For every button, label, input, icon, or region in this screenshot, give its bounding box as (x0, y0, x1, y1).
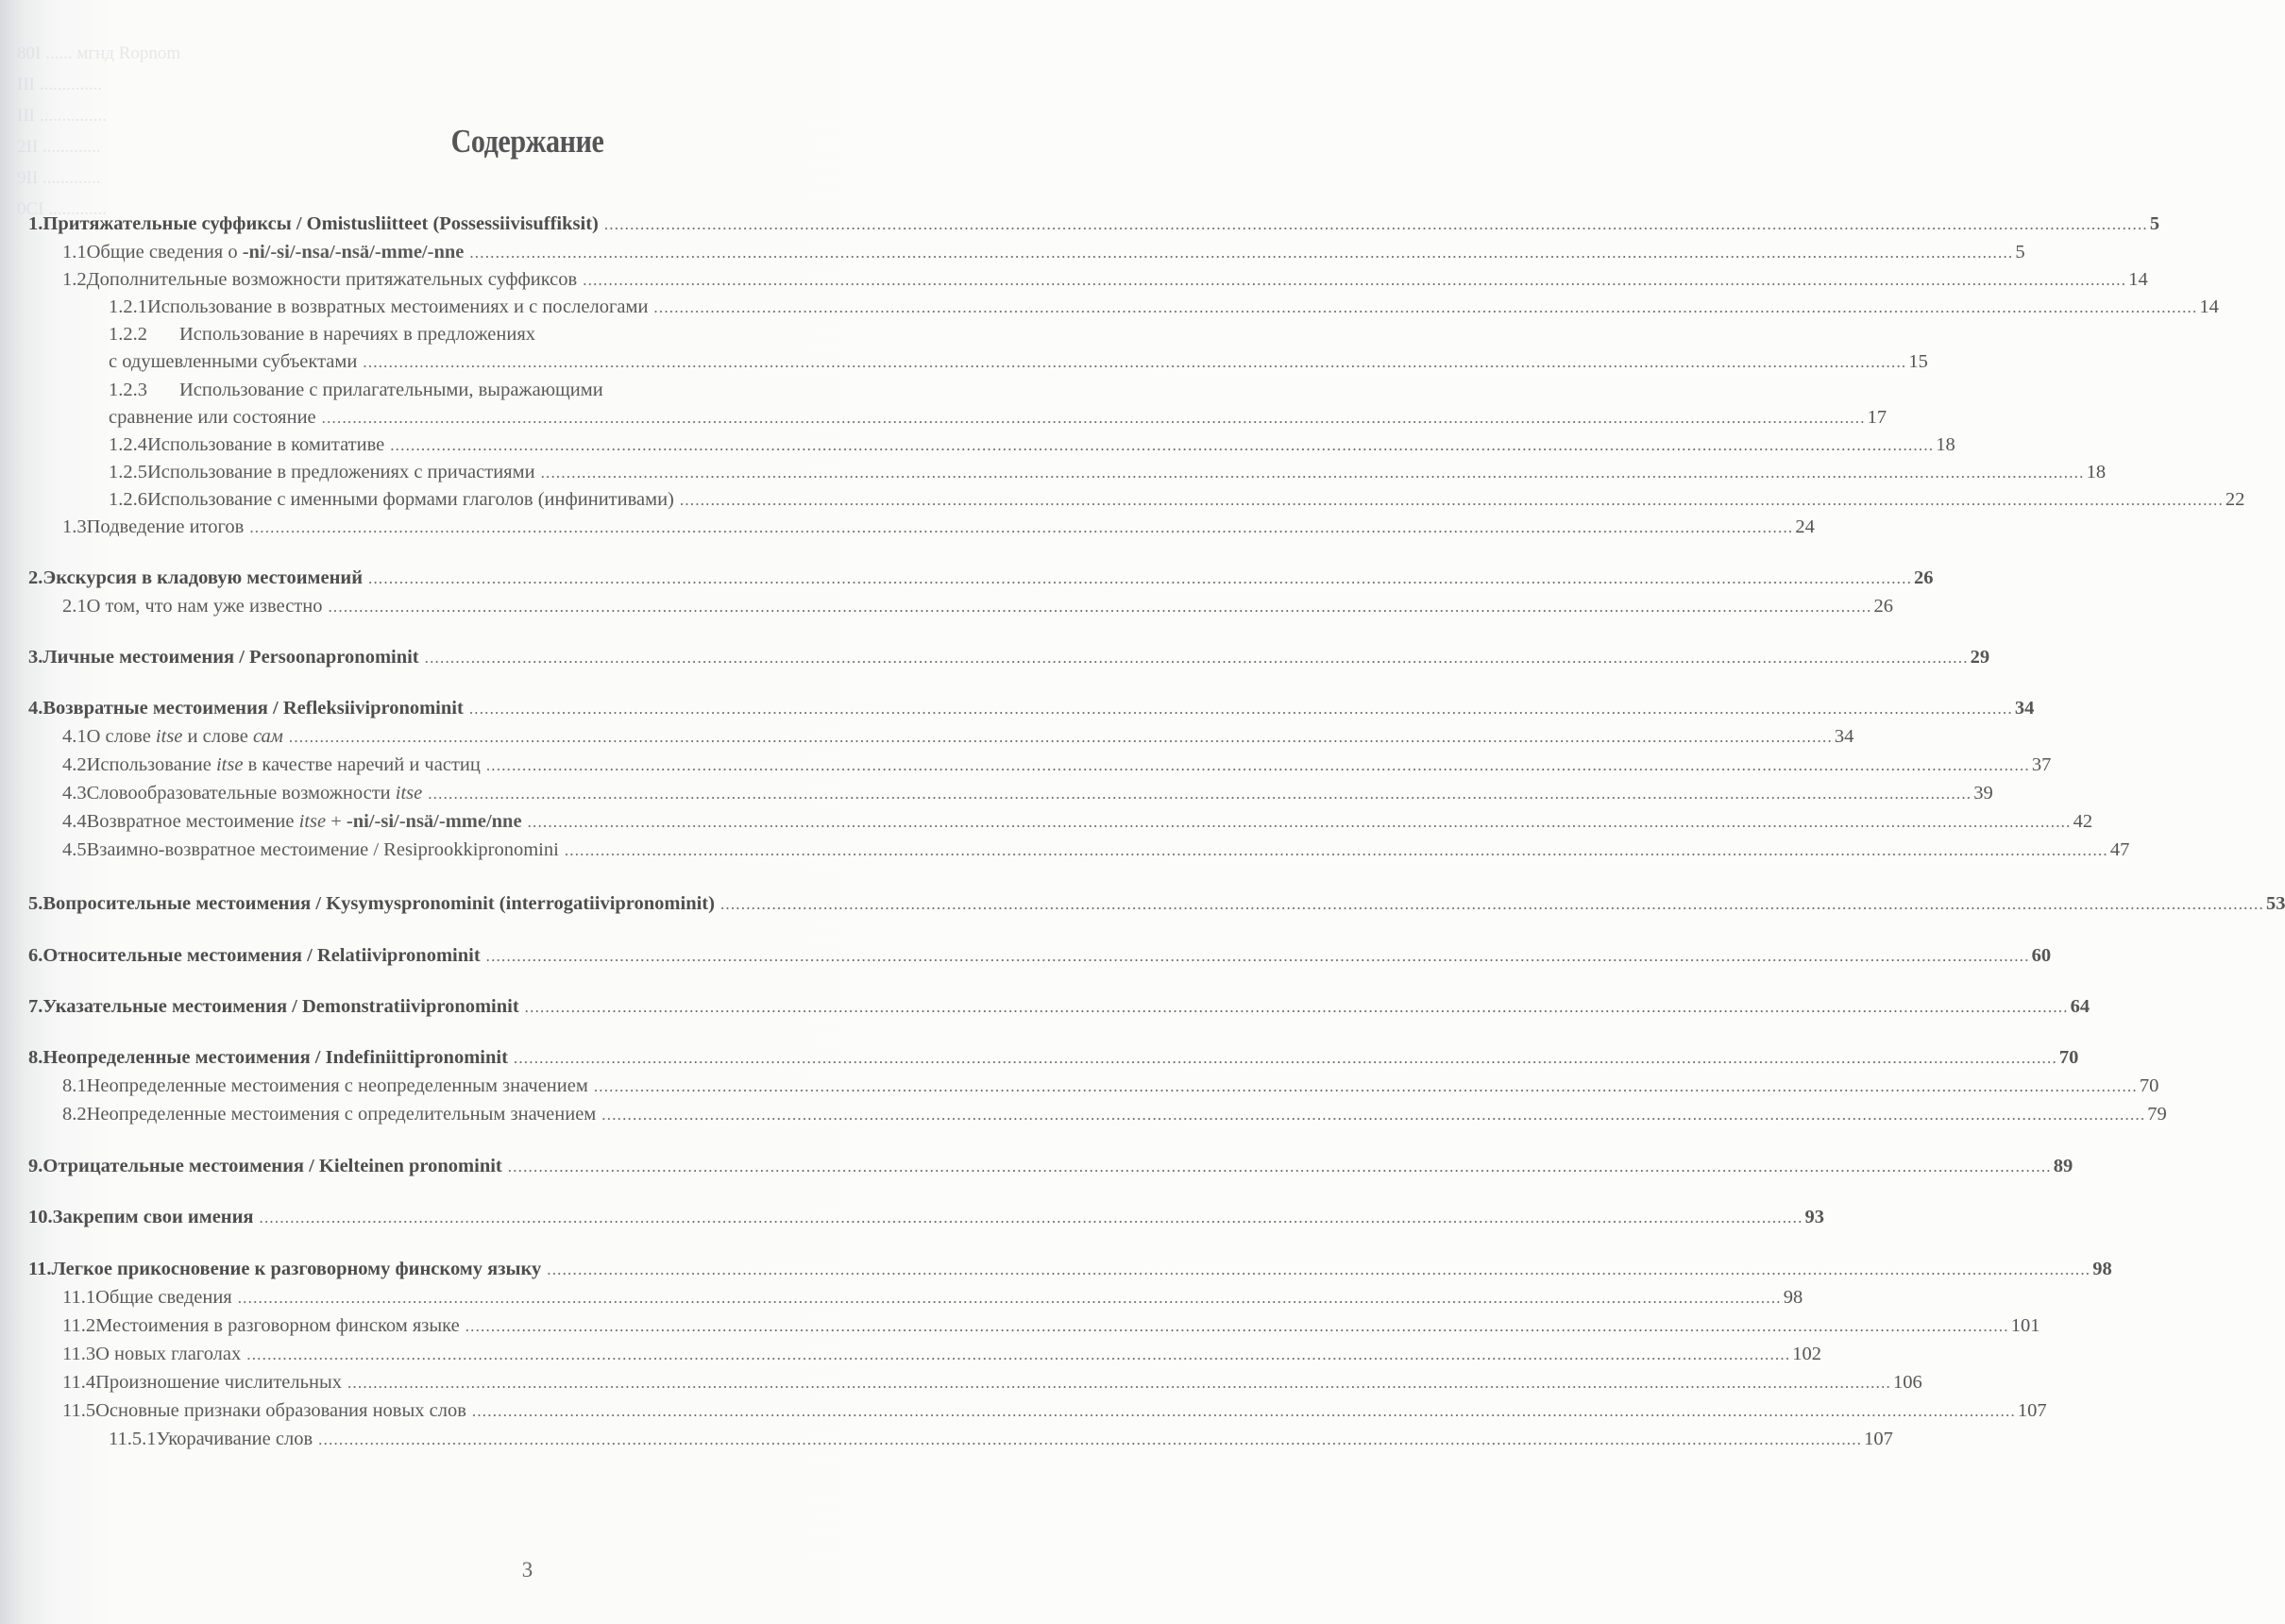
dot-leader: ............................................................................................................................................................................................................................................................................................................ (368, 569, 1913, 587)
toc-entry[interactable] (28, 992, 2090, 1022)
toc-entry-page: 102 (1792, 1344, 1822, 1364)
toc-entry-number: 1.2.1 (109, 296, 147, 317)
title-text: Притяжательные суффиксы / Omistusliitteet (Possessiivisuffiksit) (42, 213, 599, 234)
title-text: Неопределенные местоимения / Indefiniittipronominit (42, 1047, 508, 1068)
title-text: Использование в комитативе (147, 434, 385, 455)
italic-term: сам (252, 726, 283, 747)
toc-entry-number: 11.5 (62, 1400, 96, 1421)
toc-entry[interactable] (62, 1340, 1822, 1369)
toc-entry-number: 11.2 (62, 1315, 96, 1336)
toc-entry[interactable] (109, 431, 1955, 460)
toc-entry-number: 10. (28, 1207, 53, 1227)
toc-entry[interactable] (62, 1396, 2047, 1426)
dot-leader: ............................................................................................................................................................................................................................................................................................................ (424, 649, 1969, 667)
toc-entry-page: 98 (1783, 1287, 1803, 1308)
toc-entry-number: 8.1 (62, 1075, 87, 1096)
toc-entry-title (87, 779, 423, 807)
toc-entry-number: 4. (28, 698, 43, 719)
title-text: Подведение итогов (86, 516, 245, 537)
toc-entry[interactable] (62, 1311, 2040, 1341)
toc-entry[interactable] (62, 836, 2130, 865)
dot-leader: ............................................................................................................................................................................................................................................................................................................ (540, 464, 2085, 482)
toc-entry-title (87, 836, 559, 864)
toc-entry-page: 107 (2017, 1400, 2047, 1421)
toc-entry-number: 5. (28, 893, 43, 914)
title-text: сравнение или состояние (109, 407, 316, 428)
toc-entry-title (95, 1396, 466, 1425)
bleed-through-line: 80I ...... мгнд Ropnom (17, 43, 181, 63)
toc-entry-title (53, 1203, 254, 1231)
dot-leader: ............................................................................................................................................................................................................................................................................................................ (465, 1317, 2009, 1335)
toc-entry[interactable] (109, 320, 939, 348)
title-text: Легкое прикосновение к разговорному финскому языку (51, 1259, 542, 1279)
toc-entry-number: 3. (28, 647, 43, 668)
title-text: Укорачивание слов (156, 1429, 313, 1449)
title-text: Общие сведения (95, 1287, 232, 1308)
toc-entry-page: 101 (2010, 1315, 2040, 1336)
toc-entry-number: 4.3 (62, 783, 87, 804)
italic-term: itse (395, 783, 423, 804)
toc-entry-page: 18 (2086, 462, 2107, 482)
toc-entry-page: 53 (2265, 893, 2285, 914)
toc-entry-number: 1.2.6 (109, 489, 147, 510)
toc-entry-page: 5 (2149, 213, 2160, 234)
title-text: Вопросительные местоимения / Kysymyspronominit (interrogatiivipronominit) (42, 893, 715, 914)
title-text: Отрицательные местоимения / Kielteinen pronominit (42, 1156, 502, 1176)
toc-entry[interactable] (109, 403, 1887, 432)
dot-leader: ............................................................................................................................................................................................................................................................................................................ (390, 436, 1935, 454)
dot-leader: ............................................................................................................................................................................................................................................................................................................ (679, 491, 2224, 509)
toc-entry-number: 1.2.4 (109, 434, 147, 455)
title-text: О слове (86, 726, 156, 747)
title-text: Личные местоимения / Persoonapronominit (42, 647, 419, 668)
toc-entry-page: 106 (1892, 1372, 1922, 1393)
toc-entry-title (95, 1368, 342, 1396)
toc-entry[interactable] (28, 1203, 1825, 1232)
page-title: Содержание (450, 123, 604, 160)
title-text: с одушевленными субъектами (109, 351, 358, 372)
toc-entry-title (87, 238, 465, 266)
toc-entry[interactable] (109, 458, 2107, 487)
toc-entry-page: 107 (1864, 1429, 1893, 1449)
dot-leader: ............................................................................................................................................................................................................................................................................................................ (237, 1289, 1782, 1307)
toc-entry-page: 47 (2109, 839, 2130, 860)
toc-entry-page: 34 (2014, 698, 2035, 719)
title-text: Использование в возвратных местоимениях и с послелогами (147, 296, 649, 317)
toc-entry-page: 29 (1970, 647, 1990, 668)
bleed-through-line: 9II ............. (17, 168, 101, 188)
toc-entry-title (87, 722, 283, 751)
toc-entry[interactable] (28, 889, 2285, 919)
toc-entry-page: 70 (2058, 1047, 2079, 1068)
bleed-through-line: III ............... (17, 106, 107, 126)
toc-entry-page: 14 (2199, 296, 2219, 317)
dot-leader: ............................................................................................................................................................................................................................................................................................................ (527, 813, 2072, 831)
title-text: Основные признаки образования новых слов (95, 1400, 466, 1421)
title-text: Дополнительные возможности притяжательных суффиксов (86, 269, 578, 290)
title-text: Использование в наречиях в предложениях (179, 324, 535, 345)
toc-entry[interactable] (109, 293, 2219, 322)
toc-entry-page: 15 (1908, 351, 1928, 372)
dot-leader: ............................................................................................................................................................................................................................................................................................................ (653, 298, 2198, 316)
toc-entry[interactable] (62, 751, 2052, 780)
toc-entry-number: 1.2.2 (109, 324, 147, 345)
title-text: Указательные местоимения / Demonstratiivipronominit (42, 996, 519, 1017)
toc-entry[interactable] (28, 1152, 2073, 1181)
toc-entry-number: 7. (28, 996, 43, 1017)
toc-entry-title (87, 592, 323, 620)
dot-leader: ............................................................................................................................................................................................................................................................................................................ (321, 409, 1866, 427)
toc-entry-title (42, 643, 418, 671)
title-text: + (326, 811, 347, 832)
toc-entry-number: 4.2 (62, 754, 87, 775)
toc-entry[interactable] (28, 694, 2035, 723)
toc-entry-number: 2.1 (62, 596, 87, 617)
toc-entry-number: 1.2.5 (109, 462, 147, 482)
toc-entry-page: 14 (2128, 269, 2148, 290)
toc-entry-page: 26 (1914, 567, 1934, 588)
dot-leader: ............................................................................................................................................................................................................................................................................................................ (288, 728, 1833, 746)
bleed-through-line: III .............. (17, 75, 103, 94)
toc-entry-number: 9. (28, 1156, 43, 1176)
title-text: Относительные местоимения / Relatiivipronominit (42, 945, 481, 966)
toc-entry[interactable] (62, 592, 1893, 621)
dot-leader: ............................................................................................................................................................................................................................................................................................................ (428, 785, 1972, 803)
toc-entry-title (87, 265, 578, 294)
title-text: Использование (86, 754, 216, 775)
toc-entry-number: 4.1 (62, 726, 87, 747)
toc-entry-number: 11.4 (62, 1372, 96, 1393)
toc-entry-title (42, 941, 480, 970)
toc-entry-page: 34 (1834, 726, 1854, 747)
toc-entry-title (87, 1072, 588, 1100)
toc-entry-title (147, 431, 384, 459)
toc-entry-number: 11.1 (62, 1287, 96, 1308)
toc-entry[interactable] (28, 210, 2160, 239)
toc-entry-title (147, 293, 648, 321)
toc-entry[interactable] (62, 1072, 2159, 1101)
toc-entry[interactable] (62, 1283, 1803, 1312)
toc-entry-page: 98 (2092, 1259, 2112, 1279)
toc-entry[interactable] (28, 941, 2052, 971)
toc-entry-page: 22 (2225, 489, 2245, 510)
toc-entry-number: 8. (28, 1047, 43, 1068)
dot-leader: ............................................................................................................................................................................................................................................................................................................ (564, 841, 2108, 859)
toc-entry-title (179, 320, 535, 348)
toc-entry-page: 64 (2070, 996, 2090, 1017)
title-text: Возвратное местоимение (86, 811, 299, 832)
dot-leader: ............................................................................................................................................................................................................................................................................................................ (469, 244, 2014, 262)
dot-leader: ............................................................................................................................................................................................................................................................................................................ (246, 1345, 1791, 1363)
toc-entry-title (42, 210, 598, 238)
toc-entry[interactable] (109, 485, 2245, 515)
toc-entry[interactable] (28, 564, 1934, 593)
toc-entry[interactable] (109, 347, 1928, 377)
italic-term: itse (215, 754, 244, 775)
title-text: в качестве наречий и частиц (243, 754, 481, 775)
dot-leader: ............................................................................................................................................................................................................................................................................................................ (513, 1049, 2057, 1067)
dot-leader: ............................................................................................................................................................................................................................................................................................................ (249, 518, 1794, 536)
toc-entry-title (147, 458, 535, 486)
title-text: и слове (182, 726, 253, 747)
dot-leader: ............................................................................................................................................................................................................................................................................................................ (547, 1260, 2091, 1278)
toc-entry-number: 1.3 (62, 516, 87, 537)
toc-entry-title (42, 992, 518, 1021)
toc-entry[interactable] (62, 1100, 2167, 1129)
toc-entry[interactable] (62, 779, 1993, 808)
dot-leader: ............................................................................................................................................................................................................................................................................................................ (318, 1430, 1863, 1448)
bleed-through-line: 2II ............. (17, 137, 101, 157)
title-text: Неопределенные местоимения с определительным значением (86, 1104, 597, 1125)
toc-entry[interactable] (28, 1043, 2079, 1073)
title-text: Словообразовательные возможности (86, 783, 396, 804)
title-text: Возвратные местоимения / Refleksiivipronominit (42, 698, 464, 719)
title-text: Экскурсия в кладовую местоимений (42, 567, 364, 588)
toc-entry-page: 5 (2015, 242, 2025, 262)
dot-leader: ............................................................................................................................................................................................................................................................................................................ (259, 1209, 1803, 1226)
dot-leader: ............................................................................................................................................................................................................................................................................................................ (328, 598, 1872, 616)
title-text: О том, что нам уже известно (86, 596, 323, 617)
dot-leader: ............................................................................................................................................................................................................................................................................................................ (603, 215, 2148, 233)
toc-entry-title (109, 403, 316, 431)
toc-entry-page: 93 (1804, 1207, 1825, 1227)
italic-term: itse (155, 726, 183, 747)
title-text: Взаимно-возвратное местоимение / Resiprookkipronomini (86, 839, 559, 860)
dot-leader: ............................................................................................................................................................................................................................................................................................................ (593, 1077, 2138, 1095)
title-text: Неопределенные местоимения с неопределенным значением (86, 1075, 588, 1096)
dot-leader: ............................................................................................................................................................................................................................................................................................................ (485, 756, 2030, 774)
title-text: Использование с именными формами глаголов (инфинитивами) (147, 489, 674, 510)
toc-entry-title (87, 513, 245, 541)
toc-entry-title (42, 889, 715, 918)
toc-entry[interactable] (62, 722, 1854, 752)
toc-entry-page: 17 (1867, 407, 1887, 428)
toc-entry[interactable] (62, 807, 2093, 837)
toc-entry-page: 26 (1873, 596, 1893, 617)
page-number: 3 (521, 1558, 533, 1582)
bleed-through-line: 0CI ............. (17, 199, 107, 219)
toc-entry-page: 37 (2031, 754, 2052, 775)
toc-entry[interactable] (62, 1368, 1922, 1397)
toc-entry-page: 24 (1795, 516, 1815, 537)
toc-entry[interactable] (62, 238, 2025, 267)
toc-entry-number: 11.3 (62, 1344, 96, 1364)
toc-entry-page: 89 (2053, 1156, 2073, 1176)
toc-entry-number: 4.4 (62, 811, 87, 832)
toc-entry-number: 1.2.3 (109, 380, 147, 400)
title-text: О новых глаголах (95, 1344, 242, 1364)
dot-leader: ............................................................................................................................................................................................................................................................................................................ (347, 1374, 1891, 1392)
dot-leader: ............................................................................................................................................................................................................................................................................................................ (468, 700, 2013, 718)
title-text: Произношение числительных (95, 1372, 342, 1393)
toc-entry-number: 11. (28, 1259, 52, 1279)
toc-entry-title (87, 1100, 597, 1128)
toc-entry-title (95, 1311, 460, 1340)
toc-entry-page: 18 (1936, 434, 1955, 455)
toc-entry-page: 42 (2073, 811, 2093, 832)
italic-term: itse (298, 811, 327, 832)
title-text: Общие сведения о (86, 242, 243, 262)
dot-leader: ............................................................................................................................................................................................................................................................................................................ (583, 271, 2127, 289)
toc-entry-title (42, 564, 363, 592)
toc-entry[interactable] (109, 1425, 1893, 1454)
toc-entry-title (109, 347, 357, 376)
toc-entry[interactable] (62, 513, 1815, 542)
toc-entry-title (52, 1255, 542, 1283)
toc-entry[interactable] (28, 1255, 2112, 1284)
title-text: Местоимения в разговорном финском языке (95, 1315, 460, 1336)
toc-entry-page: 79 (2147, 1104, 2167, 1125)
dot-leader: ............................................................................................................................................................................................................................................................................................................ (507, 1158, 2052, 1176)
toc-entry-page: 60 (2031, 945, 2052, 966)
toc-entry-number: 8.2 (62, 1104, 87, 1125)
toc-entry[interactable] (28, 643, 1990, 672)
toc-entry-title (42, 1043, 508, 1072)
dot-leader: ............................................................................................................................................................................................................................................................................................................ (524, 998, 2069, 1016)
toc-entry-title (157, 1425, 313, 1453)
toc-entry-title (42, 1152, 501, 1180)
dot-leader: ............................................................................................................................................................................................................................................................................................................ (471, 1402, 2016, 1420)
toc-entry-number: 1.1 (62, 242, 87, 262)
toc-entry-number: 1.2 (62, 269, 87, 290)
title-text: Использование с прилагательными, выражающими (179, 380, 603, 400)
toc-entry-title (147, 485, 674, 514)
toc-entry[interactable] (109, 376, 939, 404)
toc-entry-number: 2. (28, 567, 43, 588)
dot-leader: ............................................................................................................................................................................................................................................................................................................ (719, 895, 2264, 913)
toc-entry-number: 4.5 (62, 839, 87, 860)
toc-entry-title (95, 1283, 232, 1311)
toc-entry-title (87, 807, 522, 836)
toc-entry-page: 70 (2139, 1075, 2159, 1096)
toc-entry-title (179, 376, 603, 404)
dot-leader: ............................................................................................................................................................................................................................................................................................................ (363, 353, 1907, 371)
toc-entry-page: 39 (1973, 783, 1993, 804)
bold-suffix: -ni/-si/-nsä/-mme/nne (346, 811, 522, 832)
toc-entry-number: 11.5.1 (109, 1429, 157, 1449)
title-text: Закрепим свои имения (52, 1207, 254, 1227)
toc-entry-title (87, 751, 481, 779)
bold-suffix: -ni/-si/-nsa/-nsä/-mme/-nne (242, 242, 465, 262)
toc-entry-number: 6. (28, 945, 43, 966)
title-text: Использование в предложениях с причастиями (147, 462, 535, 482)
toc-entry-number: 1. (28, 213, 43, 234)
toc-entry-title (95, 1340, 241, 1368)
dot-leader: ............................................................................................................................................................................................................................................................................................................ (601, 1106, 2146, 1124)
toc-entry[interactable] (62, 265, 2148, 295)
dot-leader: ............................................................................................................................................................................................................................................................................................................ (485, 947, 2030, 965)
toc-entry-title (42, 694, 463, 722)
